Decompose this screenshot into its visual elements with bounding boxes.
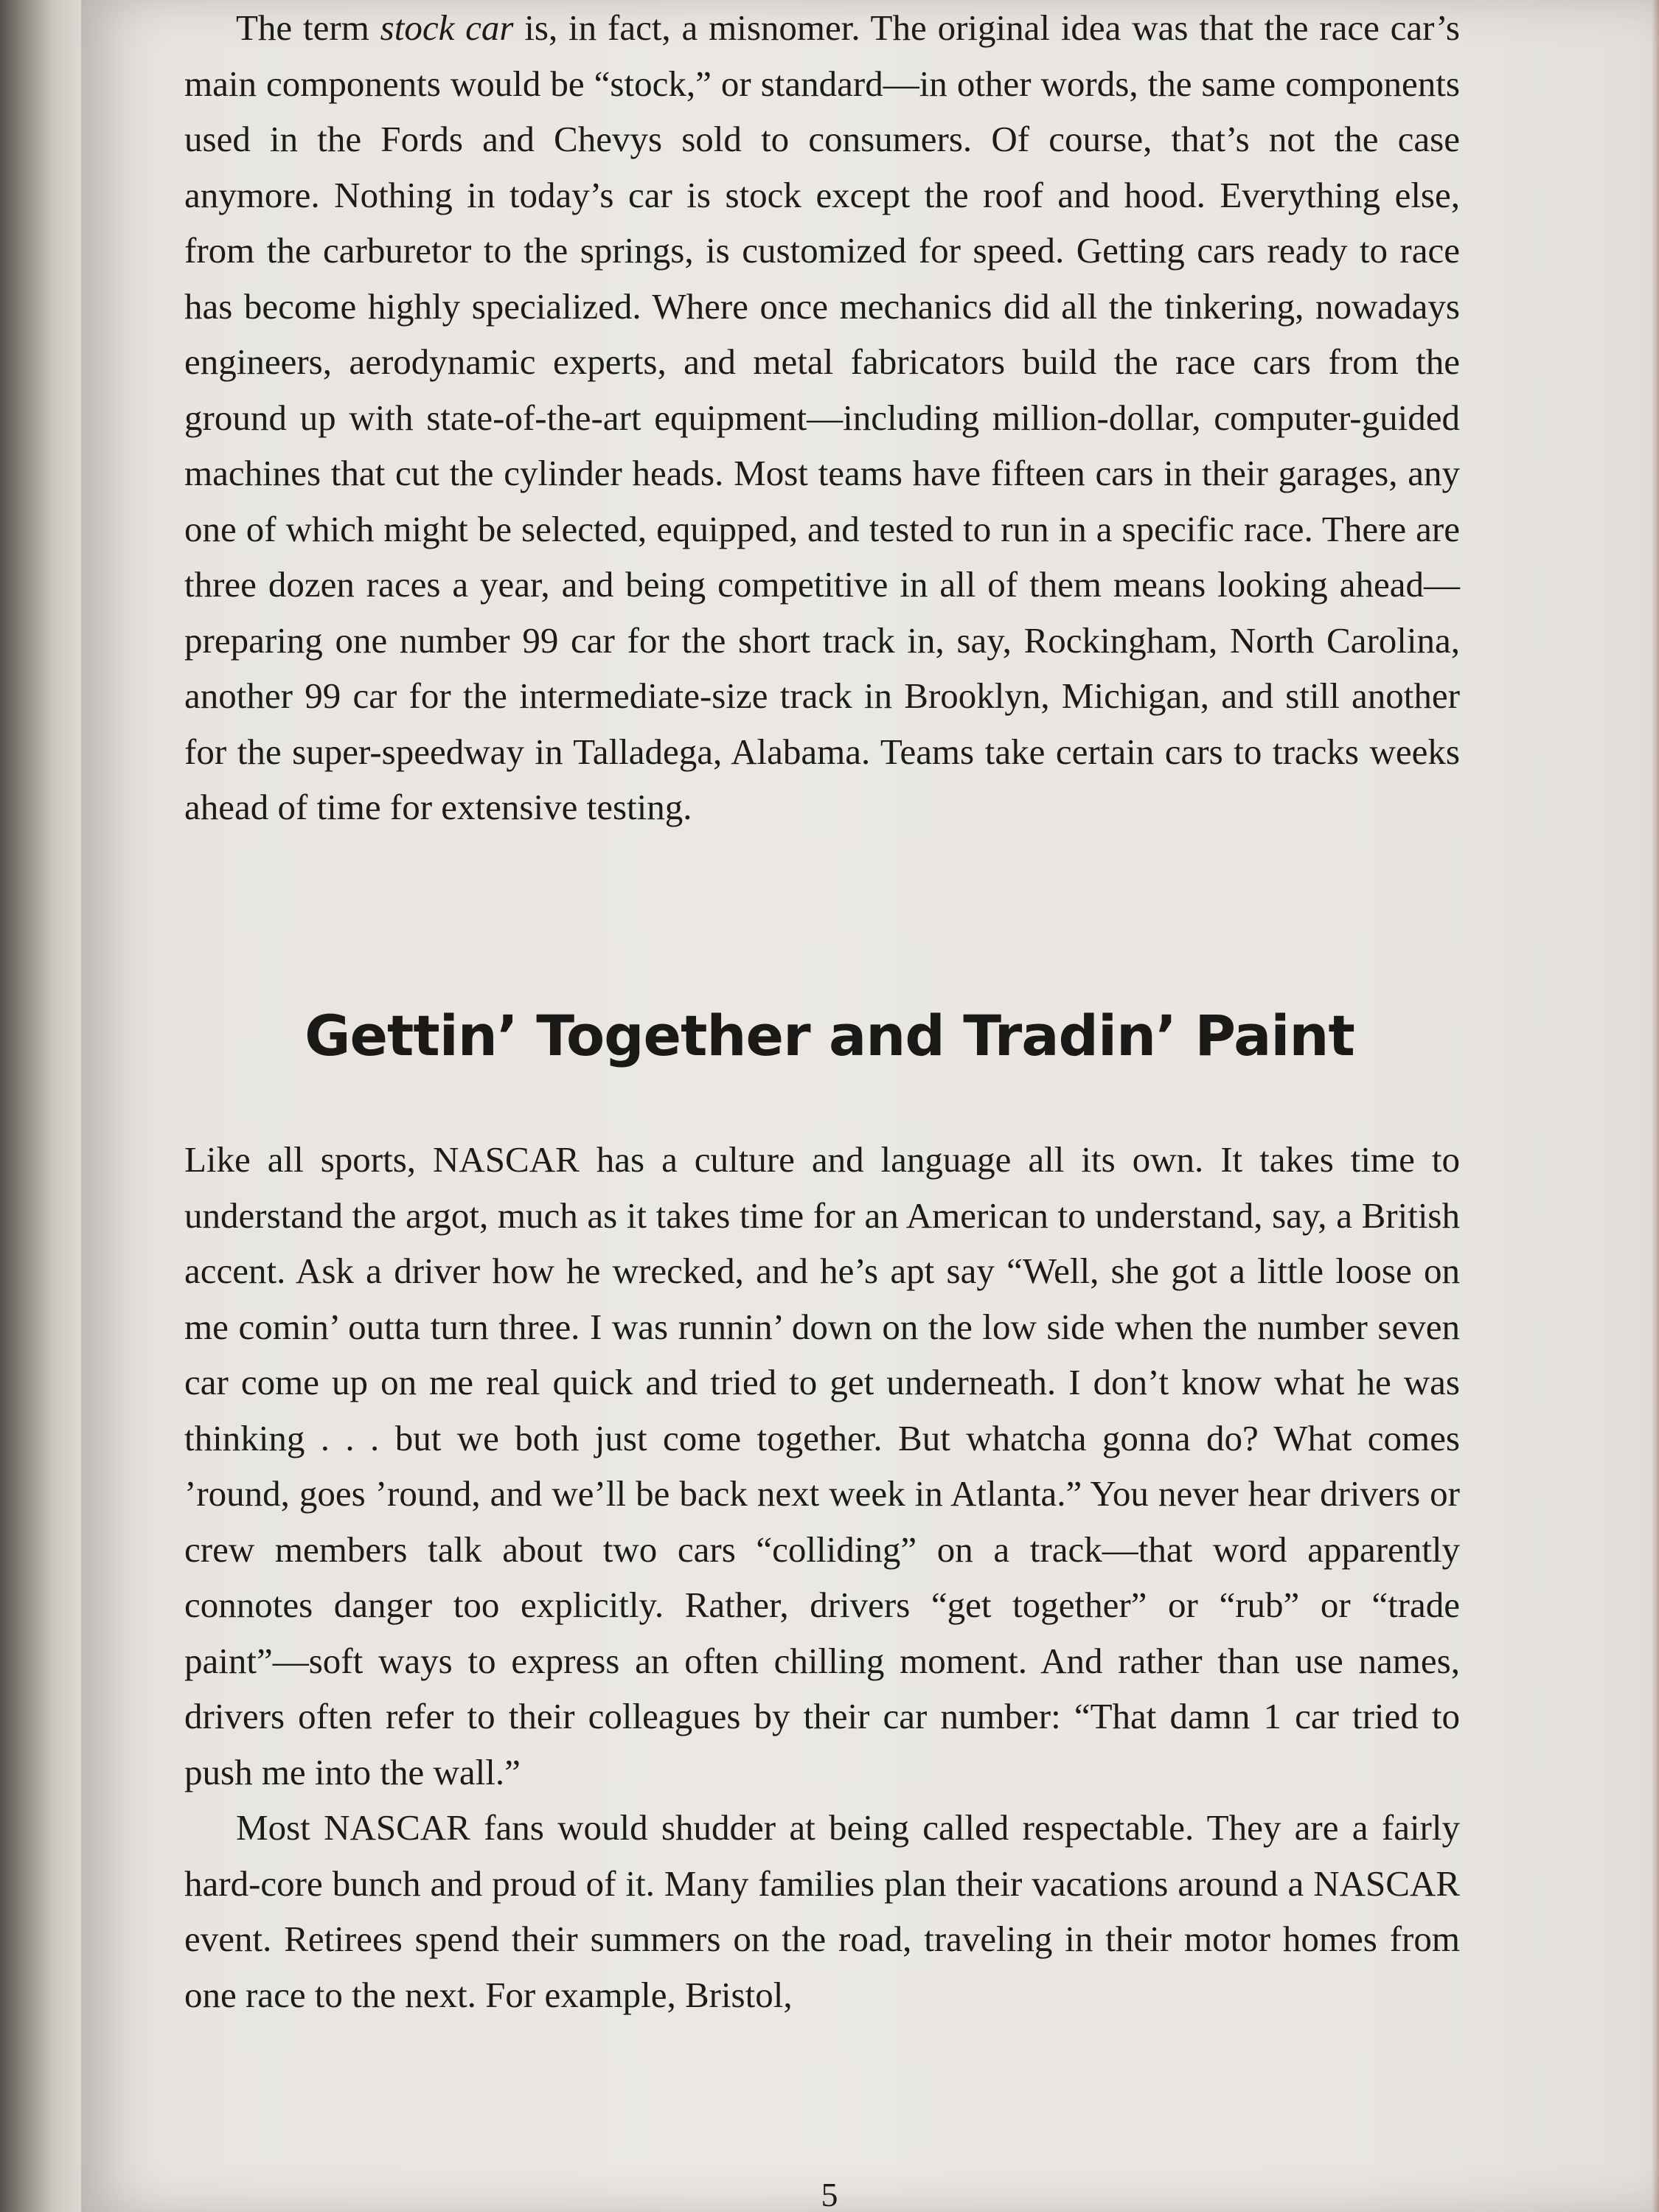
top-text-block <box>184 0 1460 835</box>
paragraph-nascar-fans: Most NASCAR fans would shudder at being called respectable. They are a fairly hard-core bunch and proud of it. Many families plan their vacations around a NASCAR event. Retirees spend their summers on the road, traveling in their motor homes from one race to the next. For example, Bristol, <box>184 1807 1460 2015</box>
italic-term-stock-car: stock car <box>380 7 514 48</box>
section-heading: Gettin’ Together and Tradin’ Paint <box>305 1003 1354 1068</box>
bottom-text-block <box>184 1132 1460 2023</box>
page-edge <box>1652 0 1659 2212</box>
paragraph-stock-car-start: The term <box>236 7 380 48</box>
paragraph-nascar-culture: Like all sports, NASCAR has a culture and language all its own. It takes time to understand the argot, much as it takes time for an American to understand, say, a British accent. Ask a driver how he wrecked, and he’s apt say “Well, she got a little loose on me comin’ outta turn three. I was runnin’ down on the low side when the number seven car come up on me real quick and tried to get underneath. I don’t know what he was thinking . . . but we both just come together. But whatcha gonna do? What comes ’round, goes ’round, and we’ll be back next week in Atlanta.” You never hear drivers or crew members talk about two cars “colliding” on a track—that word apparently connotes danger too explicitly. Rather, drivers “get together” or “rub” or “trade paint”—soft ways to express an often chilling moment. And rather than use names, drivers often refer to their colleagues by their car number: “That damn 1 car tried to push me into the wall.” <box>184 1139 1460 1792</box>
page-number: 5 <box>821 2176 838 2212</box>
paragraph-stock-car <box>184 0 1460 835</box>
paragraph-stock-car-body: is, in fact, a misnomer. The original idea was that the race car’s main components would be “stock,” or standard—in other words, the same components used in the Fords and Chevys sold to consumers. Of course, that’s not the case anymore. Nothing in today’s car is stock except the roof and hood. Everything else, from the carburetor to the springs, is customized for speed. Getting cars ready to race has become highly specialized. Where once mechanics did all the tinkering, nowadays engineers, aerodynamic experts, and metal fabricators build the race cars from the ground up with state-of-the-art equipment—including million-dollar, computer-guided machines that cut the cylinder heads. Most teams have fifteen cars in their garages, any one of which might be selected, equipped, and tested to run in a specific race. There are three dozen races a year, and being competitive in all of them means looking ahead—preparing one number 99 car for the short track in, say, Rockingham, North Carolina, another 99 car for the intermediate-size track in Brooklyn, Michigan, and still another for the super-speedway in Talladega, Alabama. Teams take certain cars to tracks weeks ahead of time for extensive testing. <box>184 7 1460 827</box>
